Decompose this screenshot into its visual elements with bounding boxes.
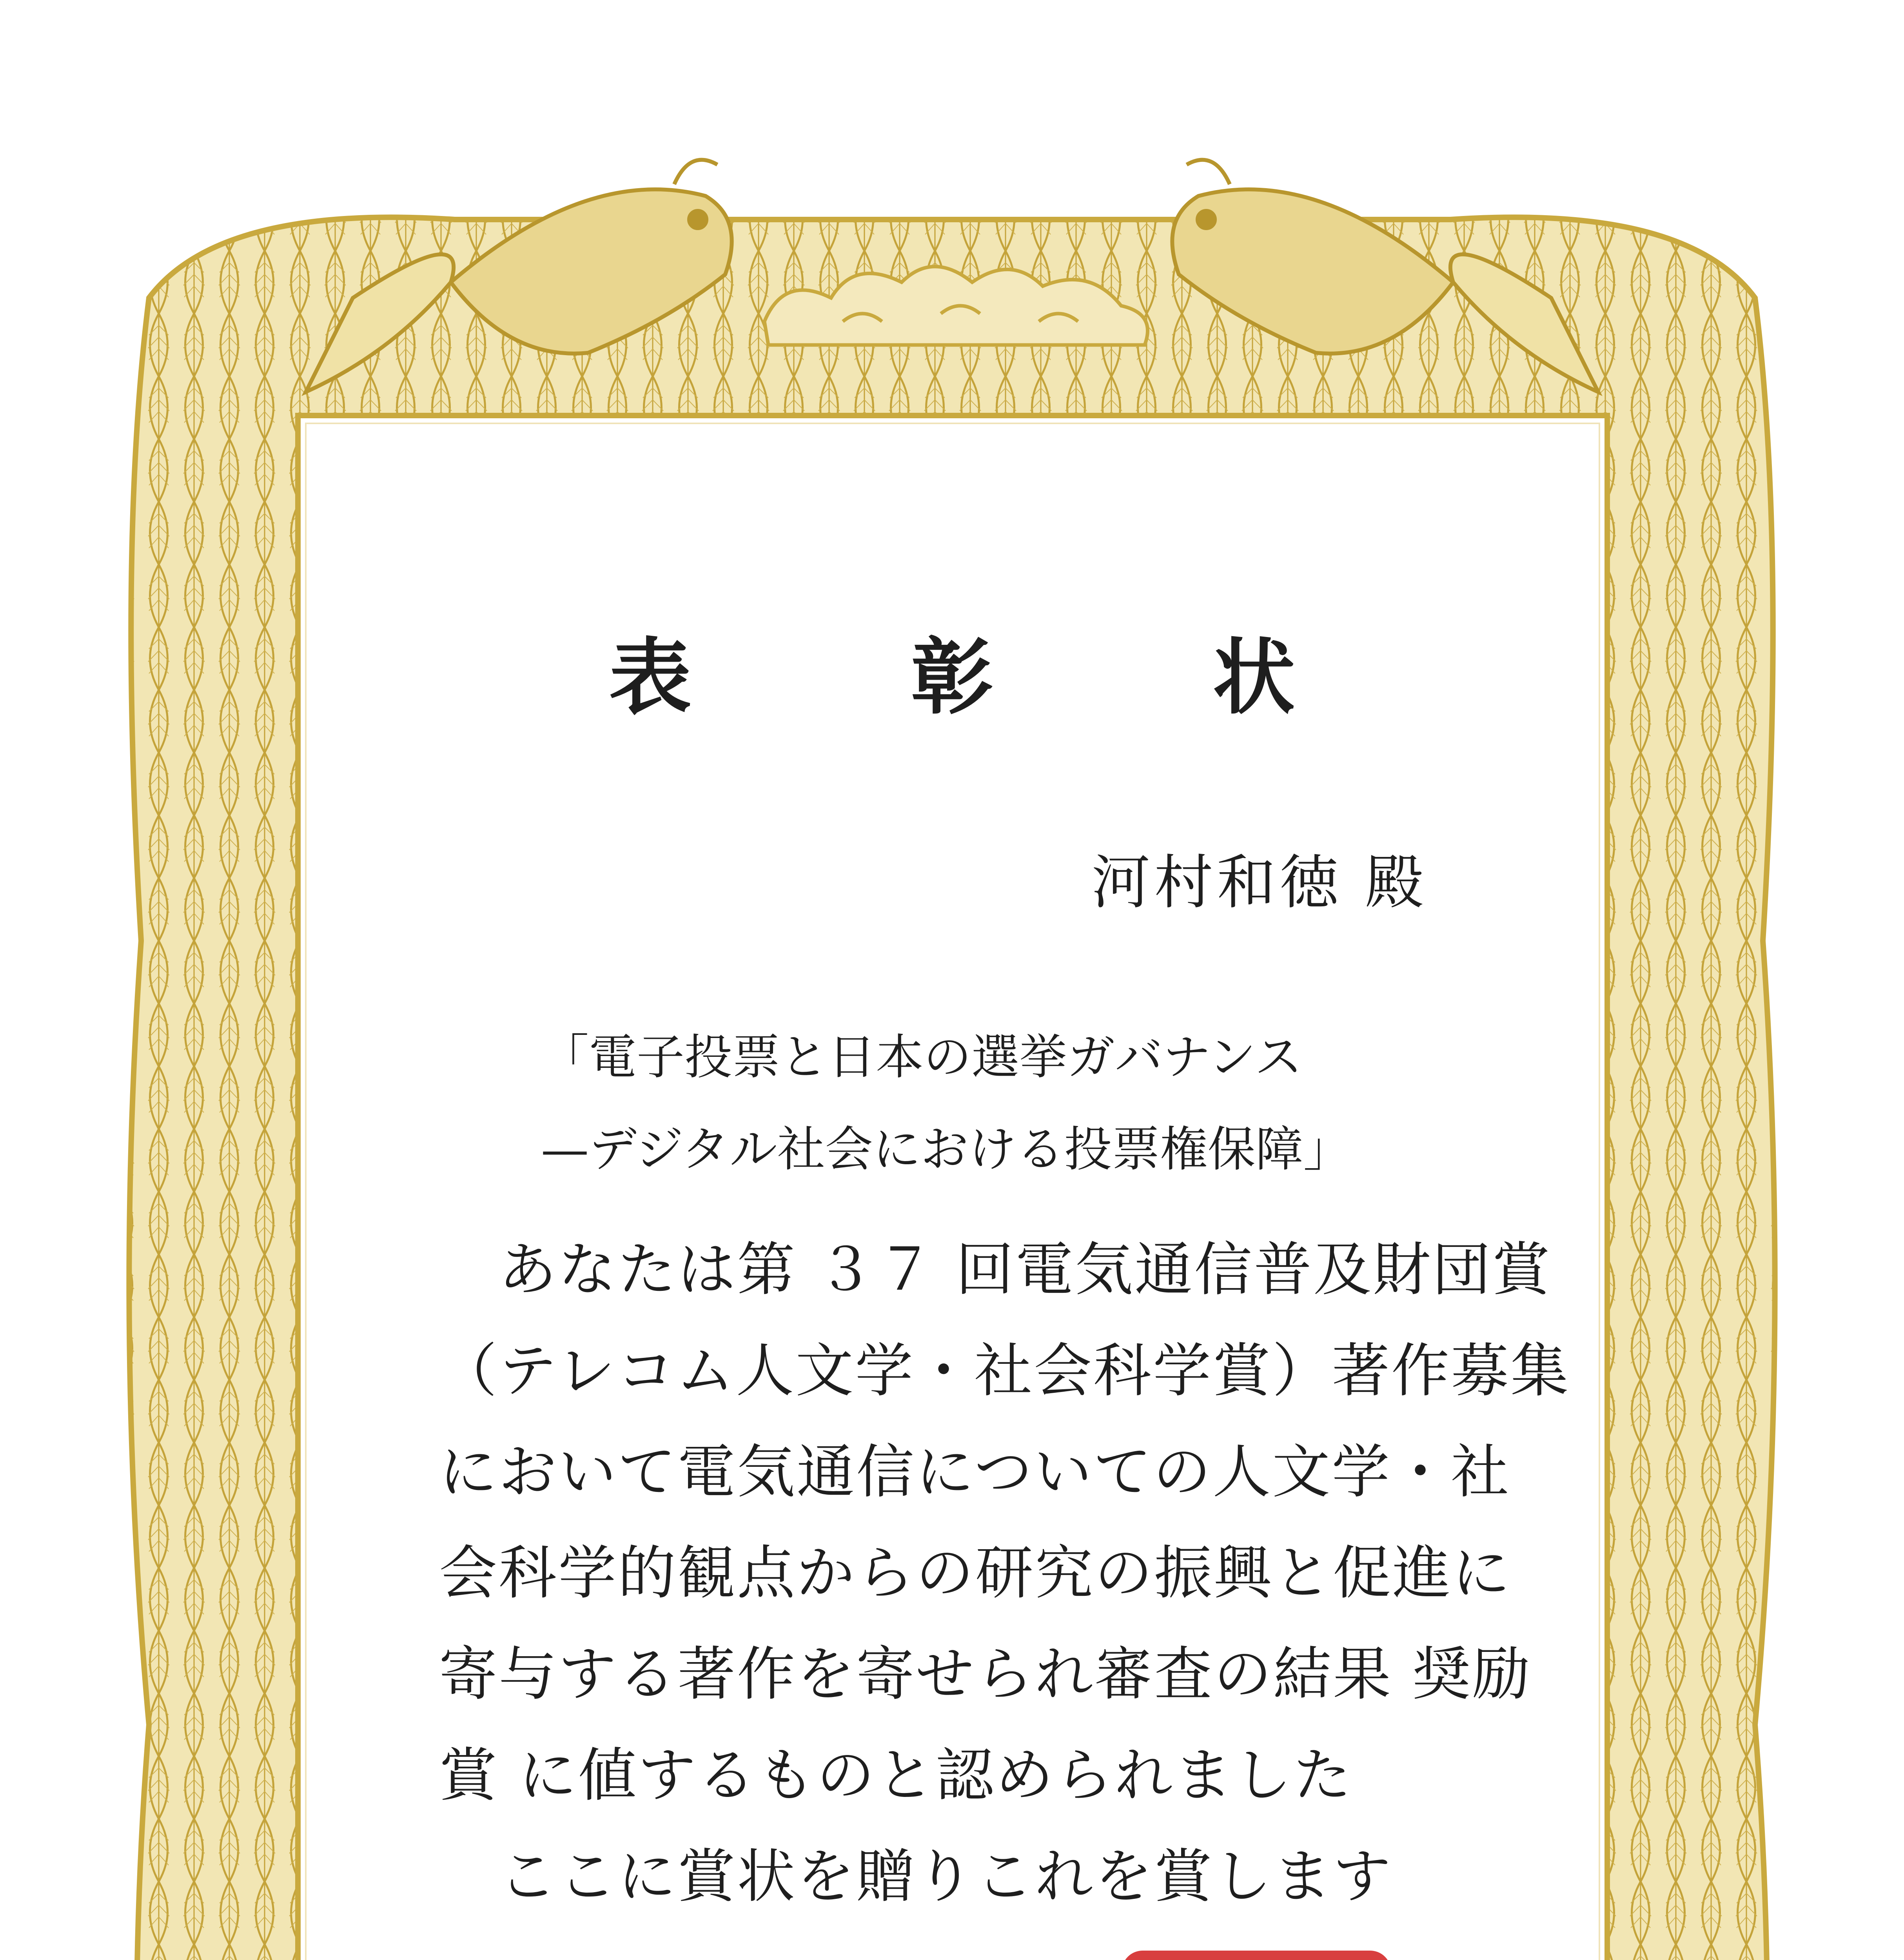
recipient-name: 河村和徳 殿 xyxy=(1091,849,1428,917)
body-line: ここに賞状を贈りこれを賞します xyxy=(439,1843,1392,1910)
certificate-title: 表彰状 xyxy=(609,629,1515,726)
body-line: （テレコム人文学・社会科学賞）著作募集 xyxy=(439,1337,1570,1405)
body-line: 会科学的観点からの研究の振興と促進に xyxy=(439,1539,1512,1607)
work-title xyxy=(541,1011,1351,1196)
body-line: 寄与する著作を寄せられ審査の結果 奨励 xyxy=(439,1641,1532,1708)
square-seal-icon xyxy=(1115,1944,1398,1960)
award-body-text xyxy=(439,1219,1570,1927)
body-line: 賞 に値するものと認められました xyxy=(439,1742,1353,1809)
work-title-line-1: 「電子投票と日本の選挙ガバナンス xyxy=(541,1029,1303,1085)
body-line: において電気通信についての人文学・社 xyxy=(439,1438,1511,1506)
work-title-line-2: —デジタル社会における投票権保障」 xyxy=(541,1122,1351,1177)
body-line: あなたは第 ３７ 回電気通信普及財団賞 xyxy=(439,1236,1552,1303)
